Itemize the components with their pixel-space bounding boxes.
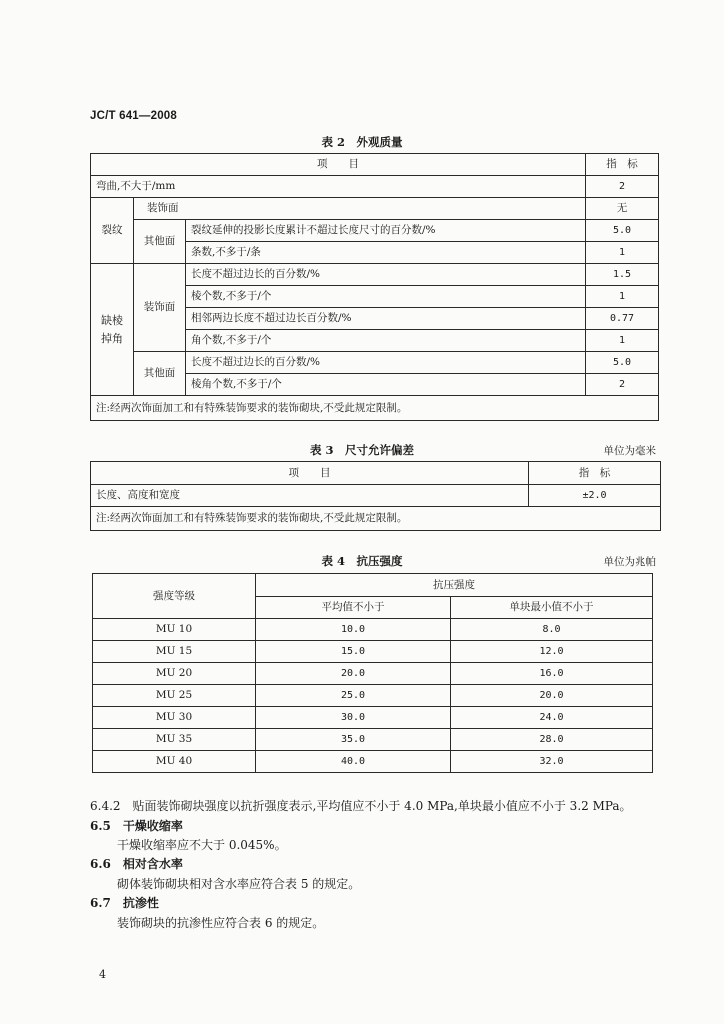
grade-cell: MU 30 [93,707,256,729]
edge-other-face: 其他面 [134,352,186,396]
clause-number: 6.4.2 [90,799,121,813]
table-row [93,685,653,707]
item-header: 项 目 [91,462,529,485]
row-value: 1.5 [586,264,659,286]
row-value: 5.0 [586,352,659,374]
section-heading-6-7 [90,894,159,911]
section-number: 6.5 [90,819,111,833]
minimum-cell: 32.0 [451,751,653,773]
row-value: 0.77 [586,308,659,330]
table-row [91,264,659,286]
table-row [93,641,653,663]
row-label: 相邻两边长度不超过边长百分数/% [186,308,586,330]
grade-cell: MU 40 [93,751,256,773]
crack-group-label: 裂纹 [91,198,134,264]
item-header: 项 目 [91,154,586,176]
table-header-row [91,154,659,176]
minimum-cell: 8.0 [451,619,653,641]
row-label: 长度不超过边长的百分数/% [186,264,586,286]
grade-cell: MU 15 [93,641,256,663]
row-label: 长度不超过边长的百分数/% [186,352,586,374]
section-number: 6.7 [90,896,111,910]
row-label: 条数,不多于/条 [186,242,586,264]
minimum-cell: 16.0 [451,663,653,685]
table-row [91,198,659,220]
section-text-6-7: 装饰砌块的抗渗性应符合表 6 的规定。 [117,916,325,930]
average-header: 平均值不小于 [256,597,451,619]
row-value: 1 [586,242,659,264]
table-row [93,619,653,641]
table-note: 注:经两次饰面加工和有特殊装饰要求的装饰砌块,不受此规定限制。 [91,507,661,531]
row-label: 棱个数,不多于/个 [186,286,586,308]
bending-label: 弯曲,不大于/mm [91,176,586,198]
section-text-6-6: 砌体装饰砌块相对含水率应符合表 5 的规定。 [117,877,361,891]
grade-cell: MU 10 [93,619,256,641]
row-label: 裂纹延伸的投影长度累计不超过长度尺寸的百分数/% [186,220,586,242]
row-label: 角个数,不多于/个 [186,330,586,352]
dimension-tolerance-table [90,461,661,531]
grade-cell: MU 25 [93,685,256,707]
section-heading-6-5 [90,817,183,834]
table2-title: 表 2 外观质量 [321,135,403,149]
minimum-header: 单块最小值不小于 [451,597,653,619]
page-number: 4 [99,968,106,981]
crack-decorative-value: 无 [586,198,659,220]
minimum-cell: 12.0 [451,641,653,663]
average-cell: 10.0 [256,619,451,641]
minimum-cell: 20.0 [451,685,653,707]
section-heading-6-6 [90,855,183,872]
table-row [91,352,659,374]
table-note-row [91,396,659,421]
table-row [91,485,661,507]
edge-corner-group-cell [91,264,134,396]
average-cell: 35.0 [256,729,451,751]
standard-code: JC/T 641—2008 [90,110,177,122]
section-title: 抗渗性 [122,896,159,910]
row-label: 长度、高度和宽度 [91,485,529,507]
table-row [93,751,653,773]
table-header-row [93,574,653,597]
table-row [93,729,653,751]
section-title: 干燥收缩率 [122,819,183,833]
row-value: ±2.0 [529,485,661,507]
table4-unit: 单位为兆帕 [603,556,656,568]
row-value: 1 [586,330,659,352]
edge-corner-group-label: 缺棱掉角 [101,313,123,345]
row-label: 棱角个数,不多于/个 [186,374,586,396]
appearance-quality-table [90,153,659,421]
average-cell: 40.0 [256,751,451,773]
strength-header: 抗压强度 [256,574,653,597]
table-row [93,663,653,685]
clause-text: 贴面装饰砌块强度以抗折强度表示,平均值应不小于 4.0 MPa,单块最小值应不小于 3.2 MPa。 [132,799,632,813]
bending-value: 2 [586,176,659,198]
table-note: 注:经两次饰面加工和有特殊装饰要求的装饰砌块,不受此规定限制。 [91,396,659,421]
section-text-6-5: 干燥收缩率应不大于 0.045%。 [117,838,287,852]
value-header: 指 标 [586,154,659,176]
grade-cell: MU 20 [93,663,256,685]
section-title: 相对含水率 [122,857,183,871]
table-header-row [91,462,661,485]
average-cell: 20.0 [256,663,451,685]
edge-decorative-face: 装饰面 [134,264,186,352]
average-cell: 15.0 [256,641,451,663]
minimum-cell: 24.0 [451,707,653,729]
clause-6-4-2 [90,797,632,814]
crack-decorative-face: 装饰面 [134,198,586,220]
table3-unit: 单位为毫米 [603,445,656,457]
grade-cell: MU 35 [93,729,256,751]
crack-other-face: 其他面 [134,220,186,264]
table-row [91,220,659,242]
table-note-row [91,507,661,531]
average-cell: 30.0 [256,707,451,729]
minimum-cell: 28.0 [451,729,653,751]
average-cell: 25.0 [256,685,451,707]
row-value: 5.0 [586,220,659,242]
section-number: 6.6 [90,857,111,871]
row-value: 2 [586,374,659,396]
compressive-strength-table [92,573,653,773]
table3-title: 表 3 尺寸允许偏差 [309,443,414,457]
value-header: 指 标 [529,462,661,485]
table4-title: 表 4 抗压强度 [321,554,403,568]
table-row [93,707,653,729]
grade-header: 强度等级 [93,574,256,619]
row-value: 1 [586,286,659,308]
table-row [91,176,659,198]
